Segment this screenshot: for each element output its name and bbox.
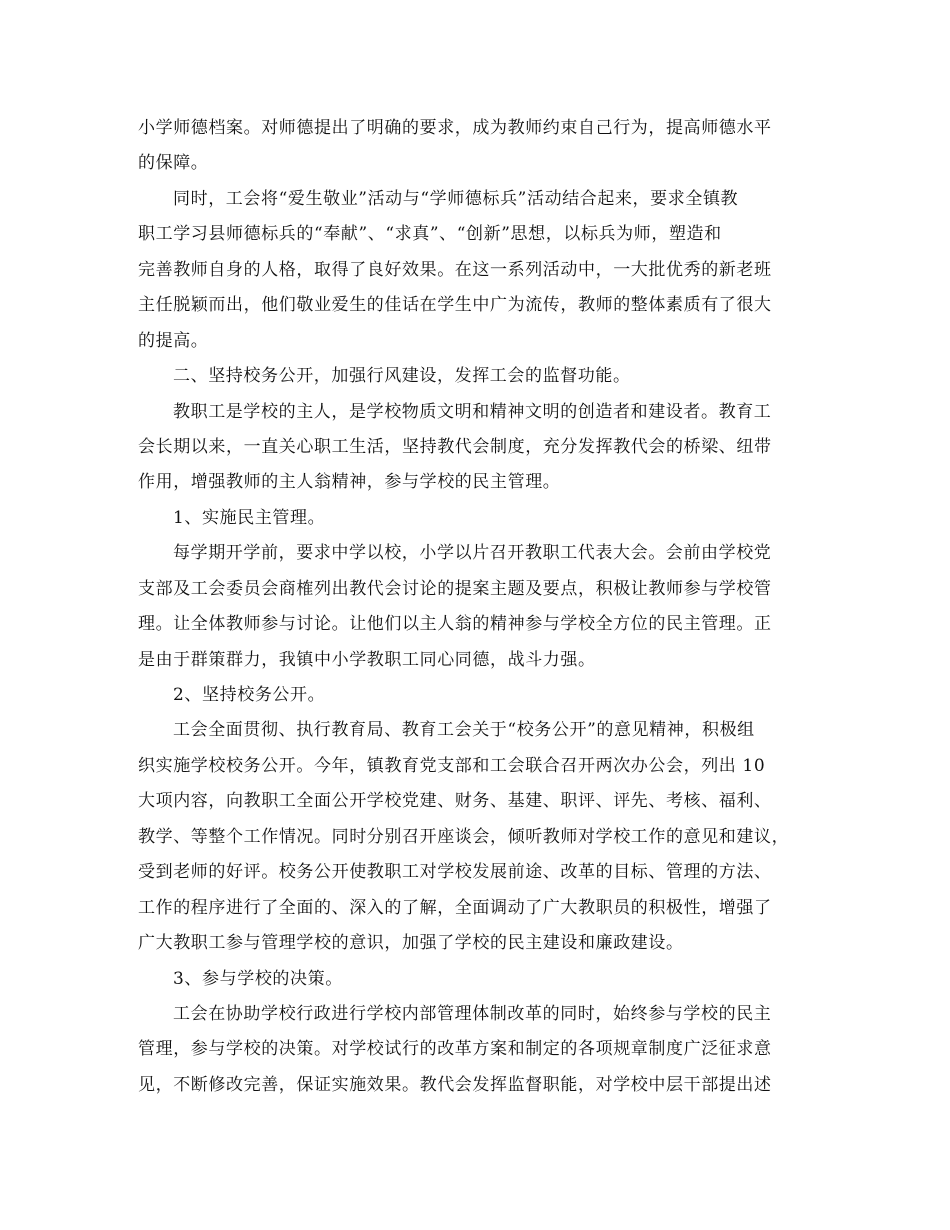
text-line: 广大教职工参与管理学校的意识，加强了学校的民主建设和廉政建设。 — [138, 933, 684, 954]
text-line: 工作的程序进行了全面的、深入的了解，全面调动了广大教职员的积极性，增强了 — [138, 897, 772, 918]
text-line: 的保障。 — [138, 153, 209, 174]
text-line: 工会在协助学校行政进行学校内部管理体制改革的同时，始终参与学校的民主 — [173, 1003, 772, 1024]
text-line: 同时，工会将“爱生敬业”活动与“学师德标兵”活动结合起来，要求全镇教 — [173, 188, 739, 209]
section-heading: 二、坚持校务公开，加强行风建设，发挥工会的监督功能。 — [173, 366, 631, 387]
text-line: 教学、等整个工作情况。同时分别召开座谈会，倾听教师对学校工作的意见和建议， — [138, 826, 790, 847]
text-line: 理。让全体教师参与讨论。让他们以主人翁的精神参与学校全方位的民主管理。正 — [138, 614, 772, 635]
text-line: 管理，参与学校的决策。对学校试行的改革方案和制定的各项规章制度广泛征求意 — [138, 1039, 772, 1060]
text-line: 主任脱颖而出，他们敬业爱生的佳话在学生中广为流传，教师的整体素质有了很大 — [138, 295, 772, 316]
text-line: 是由于群策群力，我镇中小学教职工同心同德，战斗力强。 — [138, 649, 596, 670]
text-line: 会长期以来，一直关心职工生活，坚持教代会制度，充分发挥教代会的桥梁、纽带 — [138, 436, 772, 457]
text-line: 小学师德档案。对师德提出了明确的要求，成为教师约束自己行为，提高师德水平 — [138, 118, 772, 138]
text-line: 完善教师自身的人格，取得了良好效果。在这一系列活动中，一大批优秀的新老班 — [138, 259, 772, 280]
text-line: 工会全面贯彻、执行教育局、教育工会关于“校务公开”的意见精神，积极组 — [173, 720, 755, 741]
text-line: 受到老师的好评。校务公开使教职工对学校发展前途、改革的目标、管理的方法、 — [138, 862, 772, 883]
text-line: 支部及工会委员会商榷列出教代会讨论的提案主题及要点，积极让教师参与学校管 — [138, 578, 772, 599]
text-line: 大项内容，向教职工全面公开学校党建、财务、基建、职评、评先、考核、福利、 — [138, 791, 772, 812]
text-line: 的提高。 — [138, 330, 209, 351]
text-line: 作用，增强教师的主人翁精神，参与学校的民主管理。 — [138, 472, 561, 493]
text-line: 织实施学校校务公开。今年，镇教育党支部和工会联合召开两次办公会，列出 10 — [138, 755, 766, 776]
subsection-heading: 2、坚持校务公开。 — [173, 685, 326, 705]
subsection-heading: 3、参与学校的决策。 — [173, 968, 343, 989]
text-line: 每学期开学前，要求中学以校，小学以片召开教职工代表大会。会前由学校党 — [173, 543, 772, 564]
text-line: 教职工是学校的主人，是学校物质文明和精神文明的创造者和建设者。教育工 — [173, 401, 772, 422]
document-body — [138, 111, 818, 1103]
subsection-heading: 1、实施民主管理。 — [173, 507, 326, 528]
text-line: 职工学习县师德标兵的“奉献”、“求真”、“创新”思想，以标兵为师，塑造和 — [138, 224, 722, 245]
text-line: 见，不断修改完善，保证实施效果。教代会发挥监督职能，对学校中层干部提出述 — [138, 1074, 772, 1095]
